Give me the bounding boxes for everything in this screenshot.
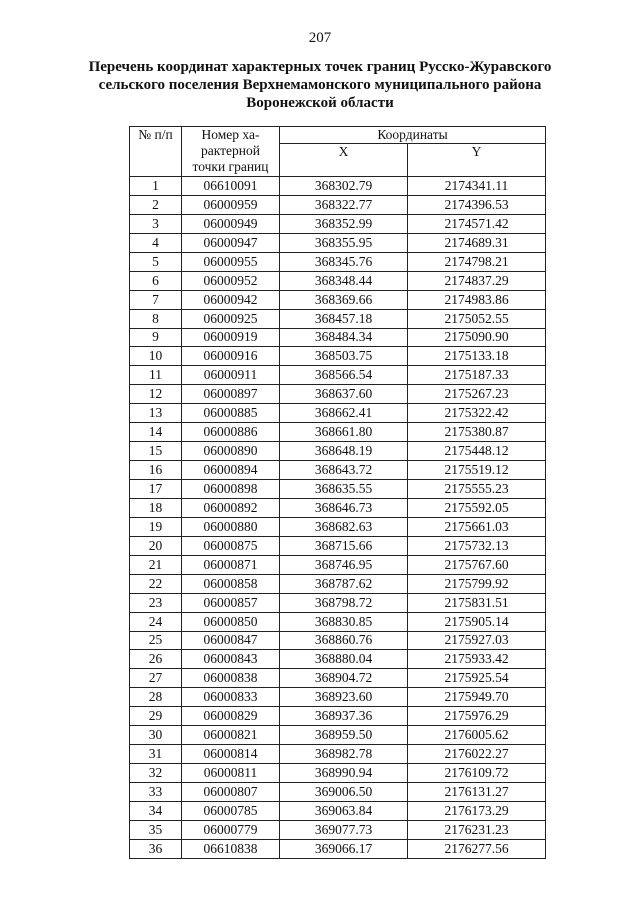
table-row (130, 309, 546, 328)
table-row (130, 764, 546, 783)
row-number: 3 (130, 214, 182, 233)
point-number: 06000857 (182, 593, 280, 612)
table-row (130, 650, 546, 669)
x-coordinate: 369077.73 (280, 820, 408, 839)
x-coordinate: 368635.55 (280, 480, 408, 499)
point-number: 06000925 (182, 309, 280, 328)
x-coordinate: 368982.78 (280, 745, 408, 764)
table-row (130, 593, 546, 612)
table-row (130, 536, 546, 555)
table-row (130, 347, 546, 366)
y-coordinate: 2175133.18 (408, 347, 546, 366)
row-number: 32 (130, 764, 182, 783)
row-number: 5 (130, 252, 182, 271)
x-coordinate: 368646.73 (280, 498, 408, 517)
y-coordinate: 2176231.23 (408, 820, 546, 839)
point-number: 06000919 (182, 328, 280, 347)
x-coordinate: 368648.19 (280, 442, 408, 461)
y-coordinate: 2176277.56 (408, 839, 546, 858)
title-line: Перечень координат характерных точек границ Русско-Журавского (88, 59, 552, 75)
point-number: 06000892 (182, 498, 280, 517)
row-number: 34 (130, 801, 182, 820)
x-coordinate: 368355.95 (280, 233, 408, 252)
point-number: 06000811 (182, 764, 280, 783)
row-number: 4 (130, 233, 182, 252)
table-row (130, 745, 546, 764)
table-row (130, 480, 546, 499)
point-number: 06000897 (182, 385, 280, 404)
y-coordinate: 2176109.72 (408, 764, 546, 783)
header-coordinates: Координаты (280, 127, 546, 144)
y-coordinate: 2175555.23 (408, 480, 546, 499)
header-y: Y (408, 144, 546, 177)
point-number: 06000829 (182, 707, 280, 726)
point-number: 06000838 (182, 669, 280, 688)
row-number: 31 (130, 745, 182, 764)
x-coordinate: 368923.60 (280, 688, 408, 707)
row-number: 10 (130, 347, 182, 366)
header-number: № п/п (130, 127, 182, 177)
table-row (130, 233, 546, 252)
document-title (60, 58, 580, 112)
x-coordinate: 368348.44 (280, 271, 408, 290)
table-body (130, 177, 546, 859)
row-number: 21 (130, 555, 182, 574)
row-number: 25 (130, 631, 182, 650)
x-coordinate: 368345.76 (280, 252, 408, 271)
y-coordinate: 2174689.31 (408, 233, 546, 252)
table-row (130, 461, 546, 480)
point-number: 06610838 (182, 839, 280, 858)
y-coordinate: 2174341.11 (408, 177, 546, 196)
row-number: 16 (130, 461, 182, 480)
x-coordinate: 368369.66 (280, 290, 408, 309)
point-number: 06000850 (182, 612, 280, 631)
y-coordinate: 2174798.21 (408, 252, 546, 271)
table-row (130, 498, 546, 517)
y-coordinate: 2175519.12 (408, 461, 546, 480)
table-row (130, 442, 546, 461)
point-number: 06000880 (182, 517, 280, 536)
x-coordinate: 368566.54 (280, 366, 408, 385)
table-row (130, 423, 546, 442)
x-coordinate: 368457.18 (280, 309, 408, 328)
row-number: 6 (130, 271, 182, 290)
x-coordinate: 368662.41 (280, 404, 408, 423)
point-number: 06000894 (182, 461, 280, 480)
point-number: 06000949 (182, 214, 280, 233)
y-coordinate: 2176173.29 (408, 801, 546, 820)
point-number: 06000871 (182, 555, 280, 574)
header-point-line: рактерной (201, 143, 260, 158)
y-coordinate: 2175927.03 (408, 631, 546, 650)
x-coordinate: 368682.63 (280, 517, 408, 536)
table-row (130, 366, 546, 385)
row-number: 8 (130, 309, 182, 328)
table-row (130, 214, 546, 233)
point-number: 06610091 (182, 177, 280, 196)
y-coordinate: 2175976.29 (408, 707, 546, 726)
y-coordinate: 2176131.27 (408, 783, 546, 802)
page-number: 207 (308, 30, 332, 46)
row-number: 17 (130, 480, 182, 499)
y-coordinate: 2175831.51 (408, 593, 546, 612)
table-row (130, 328, 546, 347)
y-coordinate: 2174571.42 (408, 214, 546, 233)
y-coordinate: 2175448.12 (408, 442, 546, 461)
x-coordinate: 368798.72 (280, 593, 408, 612)
table-row (130, 271, 546, 290)
y-coordinate: 2175380.87 (408, 423, 546, 442)
header-x: X (280, 144, 408, 177)
point-number: 06000875 (182, 536, 280, 555)
table-row (130, 726, 546, 745)
x-coordinate: 368959.50 (280, 726, 408, 745)
x-coordinate: 369066.17 (280, 839, 408, 858)
y-coordinate: 2175933.42 (408, 650, 546, 669)
row-number: 24 (130, 612, 182, 631)
row-number: 29 (130, 707, 182, 726)
row-number: 33 (130, 783, 182, 802)
x-coordinate: 368715.66 (280, 536, 408, 555)
y-coordinate: 2174837.29 (408, 271, 546, 290)
point-number: 06000886 (182, 423, 280, 442)
table-row (130, 385, 546, 404)
x-coordinate: 368990.94 (280, 764, 408, 783)
row-number: 14 (130, 423, 182, 442)
x-coordinate: 368352.99 (280, 214, 408, 233)
y-coordinate: 2175905.14 (408, 612, 546, 631)
row-number: 19 (130, 517, 182, 536)
table-row (130, 612, 546, 631)
point-number: 06000890 (182, 442, 280, 461)
y-coordinate: 2175949.70 (408, 688, 546, 707)
row-number: 23 (130, 593, 182, 612)
x-coordinate: 368661.80 (280, 423, 408, 442)
x-coordinate: 369063.84 (280, 801, 408, 820)
y-coordinate: 2175592.05 (408, 498, 546, 517)
row-number: 30 (130, 726, 182, 745)
y-coordinate: 2175925.54 (408, 669, 546, 688)
row-number: 20 (130, 536, 182, 555)
point-number: 06000807 (182, 783, 280, 802)
x-coordinate: 369006.50 (280, 783, 408, 802)
row-number: 35 (130, 820, 182, 839)
table-row (130, 517, 546, 536)
y-coordinate: 2175187.33 (408, 366, 546, 385)
point-number: 06000785 (182, 801, 280, 820)
x-coordinate: 368643.72 (280, 461, 408, 480)
row-number: 28 (130, 688, 182, 707)
table-row (130, 820, 546, 839)
y-coordinate: 2176022.27 (408, 745, 546, 764)
row-number: 26 (130, 650, 182, 669)
y-coordinate: 2174396.53 (408, 195, 546, 214)
table-row (130, 783, 546, 802)
x-coordinate: 368484.34 (280, 328, 408, 347)
table-row (130, 631, 546, 650)
table-row (130, 707, 546, 726)
table-row (130, 688, 546, 707)
header-point (182, 127, 280, 177)
point-number: 06000942 (182, 290, 280, 309)
y-coordinate: 2175732.13 (408, 536, 546, 555)
table-row (130, 669, 546, 688)
row-number: 27 (130, 669, 182, 688)
y-coordinate: 2175322.42 (408, 404, 546, 423)
table-row (130, 177, 546, 196)
point-number: 06000847 (182, 631, 280, 650)
row-number: 9 (130, 328, 182, 347)
title-line: Воронежской области (246, 95, 394, 111)
x-coordinate: 368904.72 (280, 669, 408, 688)
y-coordinate: 2174983.86 (408, 290, 546, 309)
x-coordinate: 368322.77 (280, 195, 408, 214)
row-number: 36 (130, 839, 182, 858)
point-number: 06000833 (182, 688, 280, 707)
y-coordinate: 2175767.60 (408, 555, 546, 574)
table-row (130, 839, 546, 858)
table-row (130, 574, 546, 593)
header-point-line: точки границ (192, 159, 269, 174)
coordinates-table (129, 126, 546, 859)
point-number: 06000814 (182, 745, 280, 764)
x-coordinate: 368787.62 (280, 574, 408, 593)
point-number: 06000955 (182, 252, 280, 271)
point-number: 06000821 (182, 726, 280, 745)
x-coordinate: 368637.60 (280, 385, 408, 404)
y-coordinate: 2176005.62 (408, 726, 546, 745)
point-number: 06000952 (182, 271, 280, 290)
row-number: 2 (130, 195, 182, 214)
point-number: 06000885 (182, 404, 280, 423)
point-number: 06000911 (182, 366, 280, 385)
table-row (130, 195, 546, 214)
row-number: 13 (130, 404, 182, 423)
y-coordinate: 2175799.92 (408, 574, 546, 593)
x-coordinate: 368830.85 (280, 612, 408, 631)
table-row (130, 555, 546, 574)
point-number: 06000898 (182, 480, 280, 499)
point-number: 06000916 (182, 347, 280, 366)
x-coordinate: 368937.36 (280, 707, 408, 726)
point-number: 06000843 (182, 650, 280, 669)
point-number: 06000959 (182, 195, 280, 214)
y-coordinate: 2175052.55 (408, 309, 546, 328)
y-coordinate: 2175661.03 (408, 517, 546, 536)
x-coordinate: 368746.95 (280, 555, 408, 574)
point-number: 06000858 (182, 574, 280, 593)
row-number: 18 (130, 498, 182, 517)
y-coordinate: 2175090.90 (408, 328, 546, 347)
table-row (130, 404, 546, 423)
title-line: сельского поселения Верхнемамонского муниципального района (98, 77, 542, 93)
y-coordinate: 2175267.23 (408, 385, 546, 404)
x-coordinate: 368860.76 (280, 631, 408, 650)
header-point-line: Номер ха- (201, 127, 260, 142)
point-number: 06000779 (182, 820, 280, 839)
table-row (130, 290, 546, 309)
row-number: 1 (130, 177, 182, 196)
table-row (130, 801, 546, 820)
x-coordinate: 368503.75 (280, 347, 408, 366)
x-coordinate: 368880.04 (280, 650, 408, 669)
row-number: 12 (130, 385, 182, 404)
x-coordinate: 368302.79 (280, 177, 408, 196)
row-number: 11 (130, 366, 182, 385)
table-row (130, 252, 546, 271)
point-number: 06000947 (182, 233, 280, 252)
row-number: 7 (130, 290, 182, 309)
row-number: 15 (130, 442, 182, 461)
row-number: 22 (130, 574, 182, 593)
